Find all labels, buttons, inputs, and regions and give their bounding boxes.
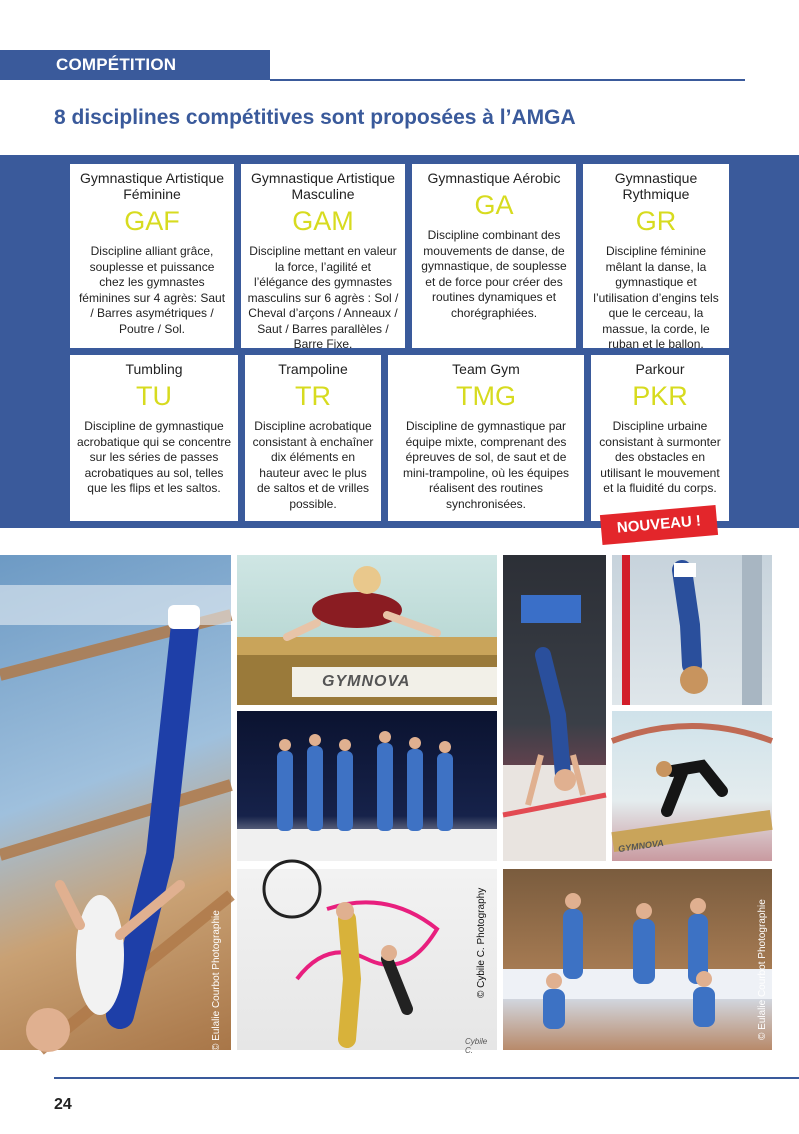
discipline-name: Parkour [635, 361, 685, 377]
discipline-name: Gymnastique Aérobic [427, 170, 561, 186]
discipline-abbr: TMG [456, 381, 516, 411]
discipline-abbr: PKR [632, 381, 688, 411]
tumbling-illustration [503, 555, 606, 861]
page-title: 8 disciplines compétitives sont proposées à l’AMGA [54, 106, 576, 129]
discipline-description: Discipline de gymnastique par équipe mixte, comprenant des épreuves de sol, de saut et de mini-trampoline, où les équipes réalisent des routines synchronisées. [402, 419, 570, 511]
parkour-illustration [612, 711, 772, 861]
photo-rhythmic [237, 869, 497, 1055]
photo-tumbling [503, 555, 606, 861]
discipline-description: Discipline urbaine consistant à surmonter des obstacles en utilisant le mouvement et la fluidité du corps. [599, 419, 721, 495]
photo-trampoline [0, 555, 231, 1050]
footer-rule [54, 1077, 799, 1079]
discipline-abbr: GA [474, 190, 514, 220]
photo-beam [237, 555, 497, 705]
discipline-card-tmg [388, 355, 584, 521]
discipline-description: Discipline acrobatique consistant à enchaîner dix éléments en hauteur avec le plus de saltos et de vrilles possible. [252, 419, 374, 511]
header-rule [270, 79, 745, 81]
photo-credit: © Eulalie Courbot Photographie [757, 899, 768, 1040]
discipline-card-gr [583, 164, 729, 351]
parkour-brand-text: GYMNOVA [617, 837, 665, 855]
photographer-signature: Cybile C. [465, 1037, 488, 1055]
teamgym-illustration [237, 711, 497, 861]
aerobic-illustration [612, 555, 772, 705]
discipline-card-tr [245, 355, 381, 521]
discipline-name: Gymnastique Artistique Masculine [251, 170, 395, 202]
discipline-abbr: GAF [124, 206, 180, 236]
new-badge: NOUVEAU ! [600, 505, 718, 545]
discipline-description: Discipline de gymnastique acrobatique qui se concentre sur les séries de passes acrobatiques au sol, telles que les flips et les saltos. [76, 419, 232, 495]
section-tab [0, 50, 270, 80]
discipline-description: Discipline combinant des mouvements de danse, de gymnastique, de souplesse et de force pour créer des routines dynamiques et chorégraphiées. [421, 228, 567, 320]
discipline-name: Gymnastique Rythmique [614, 170, 698, 202]
discipline-card-tu [70, 355, 238, 521]
discipline-abbr: TU [136, 381, 172, 411]
discipline-name: Gymnastique Artistique Féminine [80, 170, 224, 202]
discipline-abbr: GAM [292, 206, 354, 236]
discipline-card-gam [241, 164, 405, 351]
discipline-card-ga [412, 164, 576, 348]
photo-aerobic [612, 555, 772, 705]
discipline-name: Team Gym [452, 361, 520, 377]
discipline-description: Discipline alliant grâce, souplesse et puissance chez les gymnastes féminines sur 4 agrès: Saut / Barres asymétriques / Poutre / Sol. [78, 244, 226, 336]
discipline-description: Discipline féminine mêlant la danse, la gymnastique et l’utilisation d’engins tels que le cerceau, la massue, la corde, le ruban et le ballon. [593, 244, 719, 351]
beam-brand-text: GYMNOVA [322, 673, 411, 690]
discipline-abbr: GR [635, 206, 677, 236]
discipline-abbr: TR [295, 381, 331, 411]
section-label: COMPÉTITION [56, 55, 177, 74]
photo-credit: © Cybile C. Photography [476, 887, 487, 998]
trampoline-illustration [0, 555, 231, 1050]
page-number: 24 [54, 1096, 72, 1113]
photo-teamgym [237, 711, 497, 861]
photo-credit: © Eulalie Courbot Photographie [211, 910, 222, 1051]
discipline-description: Discipline mettant en valeur la force, l’agilité et l’élégance des gymnastes masculins sur 6 agrès : Sol / Cheval d’arçons / Anneaux / Saut / Barres parallèles / Barre Fixe. [247, 244, 399, 351]
discipline-card-pkr [591, 355, 729, 521]
photo-parkour [612, 711, 772, 861]
discipline-name: Tumbling [125, 361, 183, 377]
aerobic-team-illustration [503, 869, 772, 1050]
photo-aerobic-team [503, 869, 772, 1050]
discipline-card-gaf [70, 164, 234, 348]
discipline-name: Trampoline [278, 361, 348, 377]
rhythmic-illustration [237, 869, 497, 1050]
